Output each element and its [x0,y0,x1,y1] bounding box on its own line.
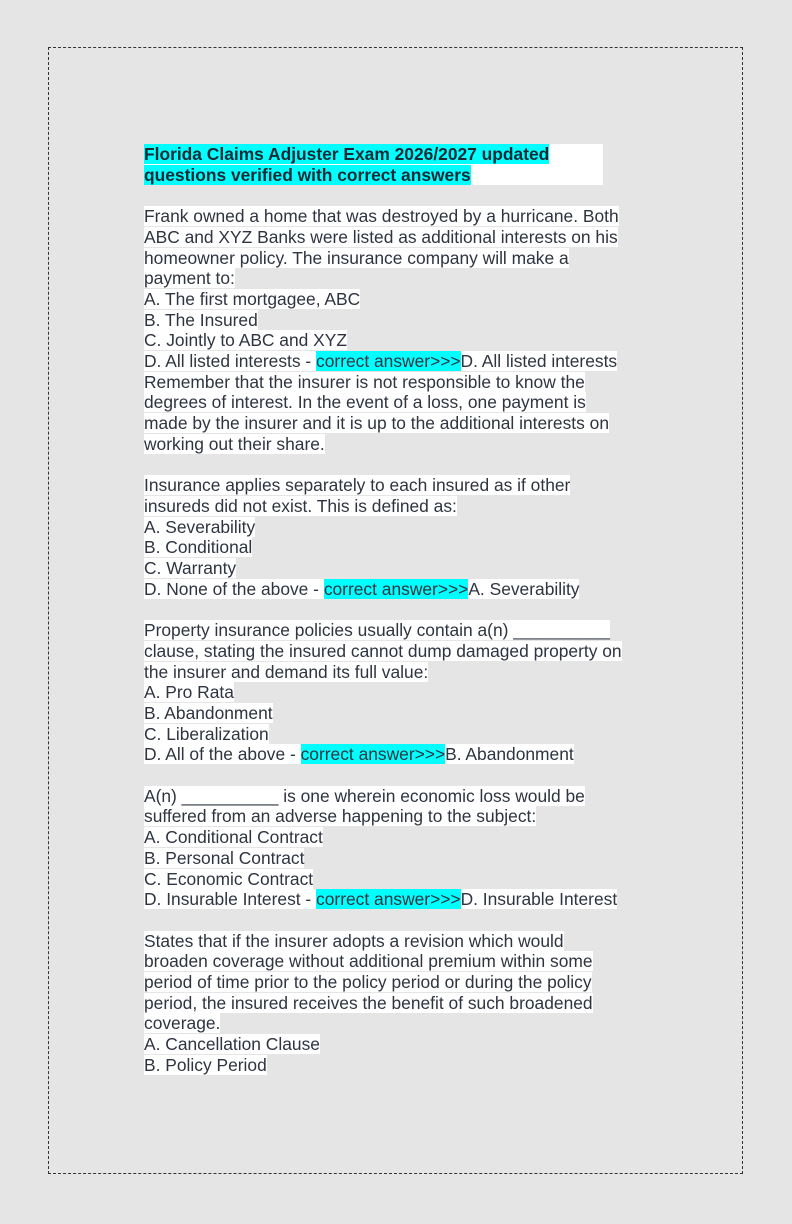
question-text: Property insurance policies usually contain a(n) __________ [144,620,610,641]
explanation-text: made by the insurer and it is up to the additional interests on [144,413,609,434]
correct-answer-marker: correct answer>>> [316,351,461,372]
title-line-2: questions verified with correct answers [144,164,471,185]
correct-answer-marker: correct answer>>> [323,578,469,599]
question-text: homeowner policy. The insurance company will make a [144,247,569,268]
answer-option: A. The first mortgagee, ABC [144,288,361,309]
question-block-4 [144,786,644,910]
question-block-2 [144,475,644,599]
question-text: ABC and XYZ Banks were listed as additional interests on his [144,226,618,247]
title-line-1: Florida Claims Adjuster Exam 2026/2027 updated [144,144,550,164]
answer-option: D. None of the above - [144,578,324,599]
answer-option: C. Liberalization [144,723,269,744]
question-block-3 [144,620,644,765]
question-text: insureds did not exist. This is defined as: [144,495,457,516]
explanation-text: Remember that the insurer is not responsible to know the [144,371,585,392]
correct-answer-marker: correct answer>>> [316,889,461,910]
question-text: period, the insured receives the benefit of such broadened [144,992,593,1013]
question-text: Insurance applies separately to each insured as if other [144,475,571,496]
question-text: the insurer and demand its full value: [144,661,429,682]
answer-option: A. Cancellation Clause [144,1034,320,1055]
answer-option: C. Warranty [144,558,237,579]
answer-option: B. The Insured [144,309,258,330]
question-text: clause, stating the insured cannot dump damaged property on [144,640,622,661]
document-title [144,144,603,185]
question-block-1 [144,206,644,454]
question-text: coverage. [144,1013,221,1034]
question-text: suffered from an adverse happening to the subject: [144,806,537,827]
answer-option: B. Policy Period [144,1054,267,1075]
answer-option: C. Economic Contract [144,868,314,889]
answer-option: D. All listed interests - [144,351,317,372]
correct-answer-text: A. Severability [468,578,580,599]
question-text: States that if the insurer adopts a revision which would [144,930,564,951]
question-text: A(n) __________ is one wherein economic loss would be [144,785,585,806]
question-block-5 [144,931,644,1076]
correct-answer-marker: correct answer>>> [300,744,446,765]
question-text: payment to: [144,268,235,289]
explanation-text: degrees of interest. In the event of a loss, one payment is [144,392,586,413]
answer-option: B. Conditional [144,537,253,558]
correct-answer-text: D. All listed interests [460,351,618,372]
answer-option: A. Severability [144,516,256,537]
correct-answer-text: D. Insurable Interest [460,889,618,910]
answer-line [144,744,644,765]
answer-line [144,351,644,372]
answer-option: D. Insurable Interest - [144,889,317,910]
answer-line [144,889,644,910]
document-body [144,144,644,1076]
answer-option: B. Personal Contract [144,847,305,868]
question-text: broaden coverage without additional premium within some [144,951,593,972]
explanation-text: working out their share. [144,433,325,454]
answer-option: A. Conditional Contract [144,827,323,848]
answer-line [144,579,644,600]
question-text: Frank owned a home that was destroyed by a hurricane. Both [144,206,619,227]
correct-answer-text: B. Abandonment [445,744,574,765]
answer-option: B. Abandonment [144,702,273,723]
answer-option: D. All of the above - [144,744,301,765]
answer-option: A. Pro Rata [144,682,234,703]
question-text: period of time prior to the policy period or during the policy [144,972,592,993]
answer-option: C. Jointly to ABC and XYZ [144,330,347,351]
